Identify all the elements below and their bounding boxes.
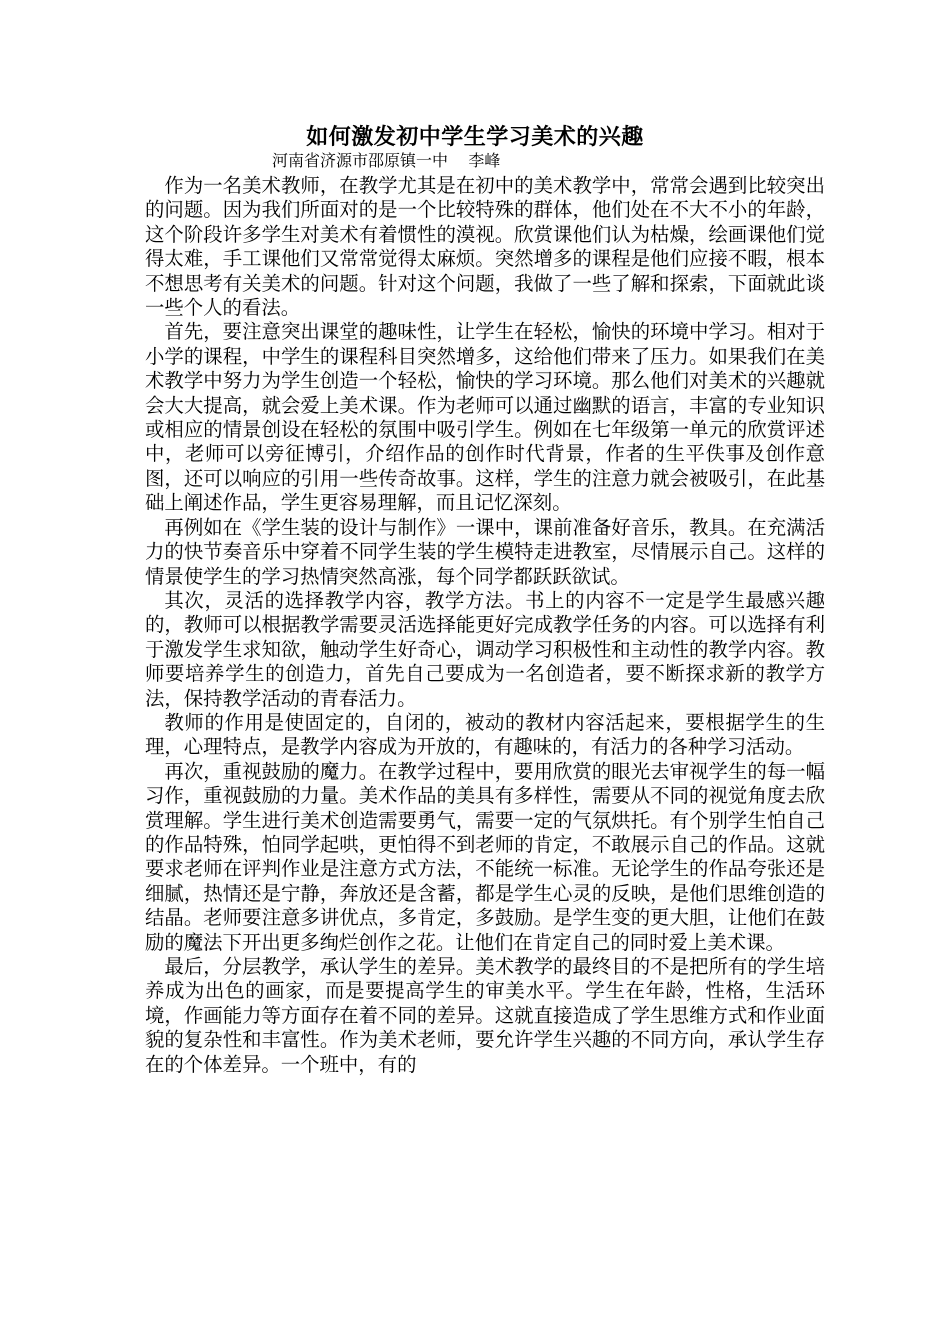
paragraph: 作为一名美术教师，在教学尤其是在初中的美术教学中，常常会遇到比较突出的问题。因为我们所面对的是一个比较特殊的群体，他们处在不大不小的年龄，这个阶段许多学生对美术有着惯性的漠视。欣赏课他们认为枯燥，绘画课他们觉得太难，手工课他们又常常觉得太麻烦。突然增多的课程是他们应接不暇，根本不想思考有关美术的问题。针对这个问题，我做了一些了解和探索，下面就此谈一些个人的看法。 xyxy=(145,174,825,320)
document-title: 如何激发初中学生学习美术的兴趣 xyxy=(306,125,644,150)
document-body xyxy=(145,174,825,1077)
paragraph: 再次，重视鼓励的魔力。在教学过程中，要用欣赏的眼光去审视学生的每一幅习作，重视鼓励的力量。美术作品的美具有多样性，需要从不同的视觉角度去欣赏理解。学生进行美术创造需要勇气，需要一定的气氛烘托。有个别学生怕自己的作品特殊，怕同学起哄，更怕得不到老师的肯定，不敢展示自己的作品。这就要求老师在评判作业是注意方式方法，不能统一标准。无论学生的作品夸张还是细腻，热情还是宁静，奔放还是含蓄，都是学生心灵的反映，是他们思维创造的结晶。老师要注意多讲优点，多肯定，多鼓励。是学生变的更大胆，让他们在鼓励的魔法下开出更多绚烂创作之花。让他们在肯定自己的同时爱上美术课。 xyxy=(145,759,825,954)
author-byline: 河南省济源市邵原镇一中 李峰 xyxy=(272,151,501,170)
paragraph: 其次，灵活的选择教学内容，教学方法。书上的内容不一定是学生最感兴趣的，教师可以根据教学需要灵活选择能更好完成教学任务的内容。可以选择有利于激发学生求知欲，触动学生好奇心，调动学习积极性和主动性的教学内容。教师要培养学生的创造力，首先自己要成为一名创造者，要不断探求新的教学方法，保持教学活动的青春活力。 xyxy=(145,588,825,710)
paragraph: 教师的作用是使固定的，自闭的，被动的教材内容活起来，要根据学生的生理，心理特点，是教学内容成为开放的，有趣味的，有活力的各种学习活动。 xyxy=(145,710,825,759)
paragraph: 最后，分层教学，承认学生的差异。美术教学的最终目的不是把所有的学生培养成为出色的画家，而是要提高学生的审美水平。学生在年龄，性格，生活环境，作画能力等方面存在着不同的差异。这就直接造成了学生思维方式和作业面貌的复杂性和丰富性。作为美术老师，要允许学生兴趣的不同方向，承认学生存在的个体差异。一个班中，有的 xyxy=(145,955,825,1076)
paragraph: 首先，要注意突出课堂的趣味性，让学生在轻松，愉快的环境中学习。相对于小学的课程，中学生的课程科目突然增多，这给他们带来了压力。如果我们在美术教学中努力为学生创造一个轻松，愉快的学习环境。那么他们对美术的兴趣就会大大提高，就会爱上美术课。作为老师可以通过幽默的语言，丰富的专业知识或相应的情景创设在轻松的氛围中吸引学生。例如在七年级第一单元的欣赏评述中，老师可以旁征博引，介绍作品的创作时代背景，作者的生平佚事及创作意图，还可以响应的引用一些传奇故事。这样，学生的注意力就会被吸引，在此基础上阐述作品，学生更容易理解，而且记忆深刻。 xyxy=(145,320,825,515)
paragraph: 再例如在《学生装的设计与制作》一课中，课前准备好音乐，教具。在充满活力的快节奏音乐中穿着不同学生装的学生模特走进教室，尽情展示自己。这样的情景使学生的学习热情突然高涨，每个同学都跃跃欲试。 xyxy=(145,515,825,588)
